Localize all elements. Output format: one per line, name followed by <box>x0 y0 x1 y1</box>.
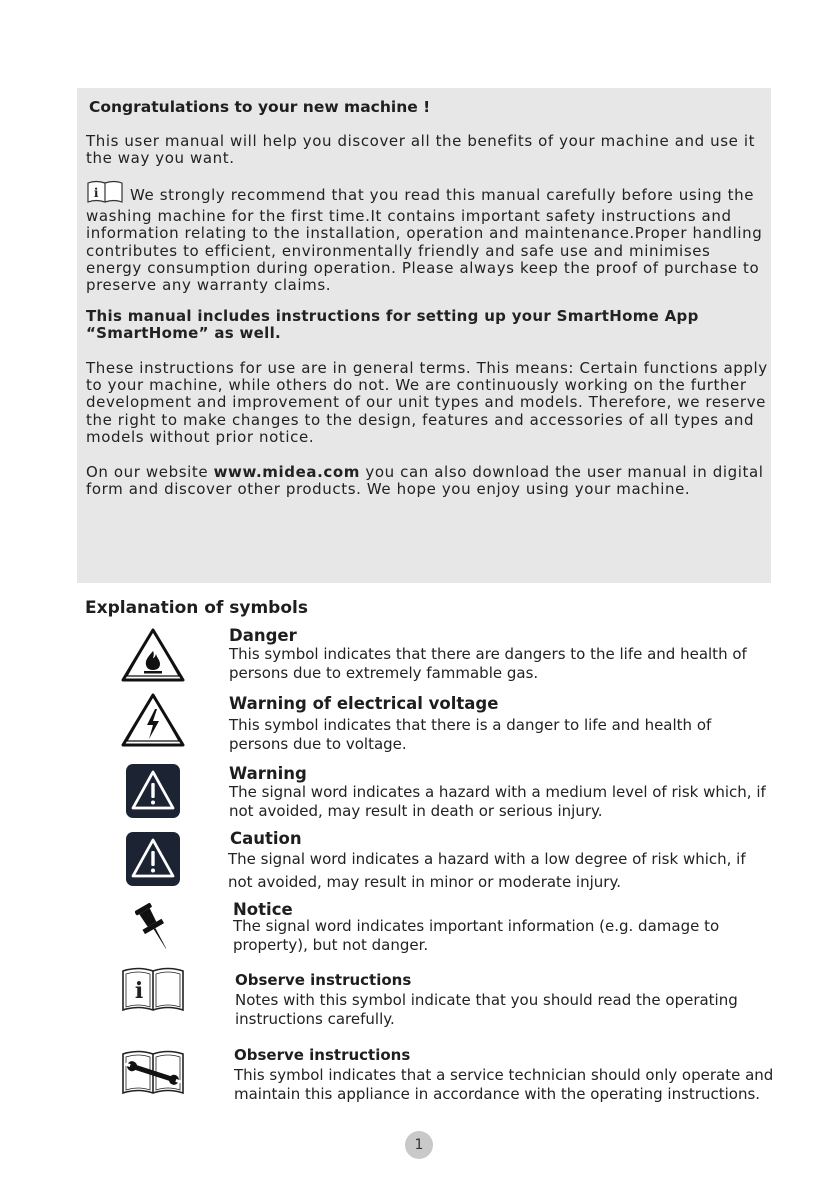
svg-text:i: i <box>93 186 100 200</box>
intro-paragraph-2 <box>86 180 771 294</box>
symbol-caution-heading: Caution <box>230 829 302 848</box>
symbol-danger-text: This symbol indicates that there are dangers to the life and health of persons due to extremely fammable gas. <box>229 645 747 682</box>
website-text-after: you can also download the user manual in digital form and discover other products. We hope you enjoy using your machine. <box>86 463 764 499</box>
svg-text:i: i <box>134 978 144 1004</box>
symbol-electrical-text: This symbol indicates that there is a danger to life and health of persons due to voltage. <box>229 716 712 753</box>
page-number: 1 <box>405 1131 433 1159</box>
symbol-observe-2-heading: Observe instructions <box>234 1046 411 1064</box>
warning-exclamation-icon <box>125 763 181 823</box>
symbol-notice-text: The signal word indicates important information (e.g. damage to property), but not danger. <box>233 917 720 954</box>
intro-paragraph-2-text: We strongly recommend that you read this manual carefully before using the washing machine for the first time.It contains important safety instructions and information relating to the installation, operation and maintenance.Proper handling contributes to efficient, environmentally friendly and safe use and minimises energy consumption during operation. Please always keep the proof of purchase to preserve any warranty claims. <box>86 186 763 295</box>
electric-warning-icon <box>121 692 185 752</box>
intro-paragraph-1: This user manual will help you discover all the benefits of your machine and use it the way you want. <box>86 132 756 168</box>
symbol-caution-text: The signal word indicates a hazard with a low degree of risk which, if not avoided, may result in minor or moderate injury. <box>228 850 746 891</box>
symbol-warning-heading: Warning <box>229 764 307 783</box>
intro-panel <box>77 88 771 583</box>
symbol-observe-1-heading: Observe instructions <box>235 971 412 989</box>
symbol-warning-text: The signal word indicates a hazard with a medium level of risk which, if not avoided, may result in death or serious injury. <box>229 783 766 820</box>
symbol-observe-1-text: Notes with this symbol indicate that you should read the operating instructions carefully. <box>235 991 738 1028</box>
website-link[interactable]: www.midea.com <box>213 463 361 481</box>
info-book-icon <box>86 180 124 208</box>
caution-exclamation-icon <box>125 831 181 891</box>
intro-paragraph-5 <box>86 464 771 498</box>
pushpin-icon <box>135 900 171 960</box>
info-book-icon <box>121 965 185 1017</box>
wrench-book-icon <box>121 1048 185 1100</box>
intro-paragraph-3: This manual includes instructions for setting up your SmartHome App “SmartHome” as well. <box>86 307 699 343</box>
fire-warning-icon <box>121 627 185 687</box>
website-text-before: On our website <box>86 463 214 481</box>
symbol-notice-heading: Notice <box>233 900 293 919</box>
intro-paragraph-4: These instructions for use are in general terms. This means: Certain functions apply to your machine, while others do not. We are continuously working on the further development and improvement of our unit types and models. Therefore, we reserve the right to make changes to the design, features and accessories of all types and models without prior notice. <box>86 359 768 446</box>
symbol-observe-2-text: This symbol indicates that a service technician should only operate and maintain this appliance in accordance with the operating instructions. <box>234 1066 774 1103</box>
symbol-danger-heading: Danger <box>229 626 297 645</box>
intro-heading: Congratulations to your new machine ! <box>89 98 431 116</box>
symbols-title: Explanation of symbols <box>85 598 308 618</box>
symbol-electrical-heading: Warning of electrical voltage <box>229 694 499 713</box>
